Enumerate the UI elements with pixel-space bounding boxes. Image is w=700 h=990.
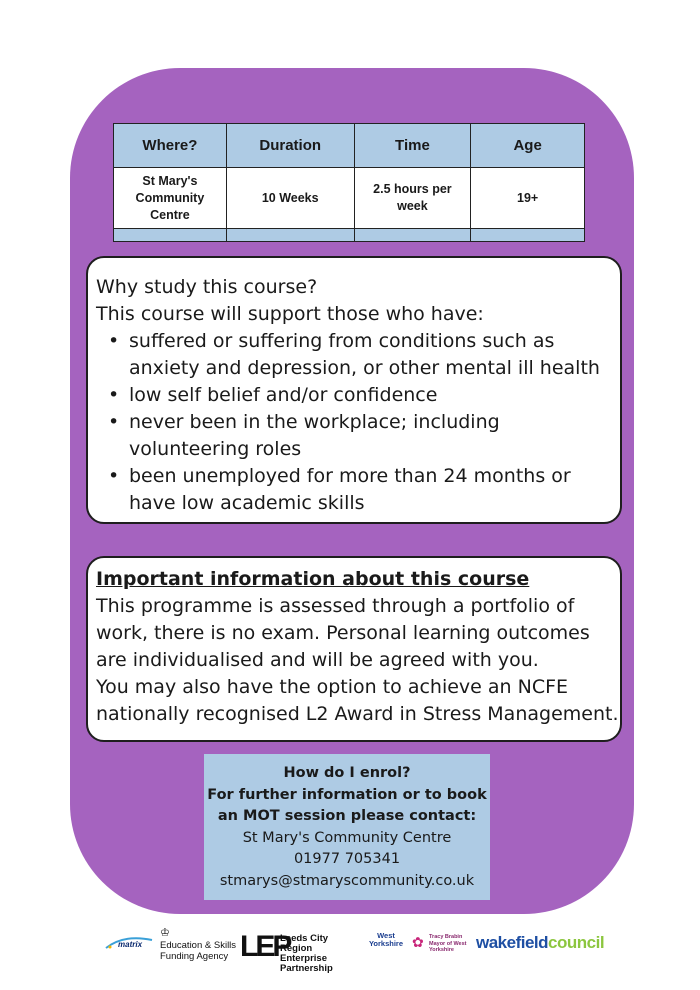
wakefield-council-logo: wakefieldcouncil bbox=[476, 933, 605, 952]
list-item: • never been in the workplace; including volunteering roles bbox=[108, 411, 500, 460]
west-yorkshire-logo: West Yorkshire bbox=[368, 931, 404, 948]
important-line: nationally recognised L2 Award in Stress Management. bbox=[96, 703, 619, 725]
bullet-icon: • bbox=[108, 411, 120, 433]
partner-logos bbox=[100, 926, 610, 974]
table-footer-strip bbox=[114, 229, 585, 242]
mayor-emblem-icon: ✿ bbox=[412, 934, 424, 950]
important-heading: Important information about this course bbox=[96, 568, 530, 590]
important-line: You may also have the option to achieve an NCFE bbox=[96, 676, 569, 698]
header-age: Age bbox=[471, 124, 585, 168]
why-title: Why study this course? bbox=[96, 276, 318, 298]
contact-phone[interactable]: 01977 705341 bbox=[293, 851, 401, 867]
header-time: Time bbox=[354, 124, 471, 168]
enrol-contact-box bbox=[204, 754, 490, 900]
lep-mark-icon: LEP bbox=[240, 930, 290, 963]
enrol-question: How do I enrol? bbox=[283, 765, 411, 781]
cell-age: 19+ bbox=[471, 168, 585, 229]
table-row bbox=[114, 168, 585, 229]
list-item: • low self belief and/or confidence bbox=[108, 382, 612, 409]
mayor-logo: ✿ Tracy Brabin Mayor of West Yorkshire bbox=[412, 934, 467, 953]
why-list bbox=[108, 328, 612, 517]
crown-crest-icon: ♔ bbox=[160, 927, 170, 939]
list-item: • suffered or suffering from conditions such as anxiety and depression, or other mental ill health bbox=[108, 330, 600, 379]
important-info-box bbox=[86, 556, 622, 742]
table-header-row bbox=[114, 124, 585, 168]
cell-duration: 10 Weeks bbox=[226, 168, 354, 229]
esfa-logo: ♔ Education & Skills Funding Agency bbox=[160, 928, 240, 968]
important-line: work, there is no exam. Personal learning outcomes bbox=[96, 622, 590, 644]
contact-name: St Mary's Community Centre bbox=[242, 829, 452, 846]
course-info-table bbox=[113, 123, 585, 242]
why-intro: This course will support those who have: bbox=[96, 303, 484, 325]
cell-where: St Mary's Community Centre bbox=[114, 168, 227, 229]
header-duration: Duration bbox=[226, 124, 354, 168]
bullet-icon: • bbox=[108, 465, 120, 487]
list-item: • been unemployed for more than 24 months or have low academic skills bbox=[108, 465, 571, 514]
bullet-icon: • bbox=[108, 330, 120, 352]
lep-logo: LEP Leeds City Region Enterprise Partnership bbox=[240, 930, 333, 974]
matrix-logo: matrix bbox=[104, 932, 156, 972]
why-study-box bbox=[86, 256, 622, 524]
header-where: Where? bbox=[114, 124, 227, 168]
cell-time: 2.5 hours per week bbox=[354, 168, 471, 229]
important-line: are individualised and will be agreed with you. bbox=[96, 649, 539, 671]
bullet-icon: • bbox=[108, 384, 120, 406]
enrol-lead: For further information or to book an MOT session please contact: bbox=[207, 786, 487, 824]
contact-email[interactable]: stmarys@stmaryscommunity.co.uk bbox=[219, 872, 475, 889]
important-line: This programme is assessed through a portfolio of bbox=[96, 595, 575, 617]
